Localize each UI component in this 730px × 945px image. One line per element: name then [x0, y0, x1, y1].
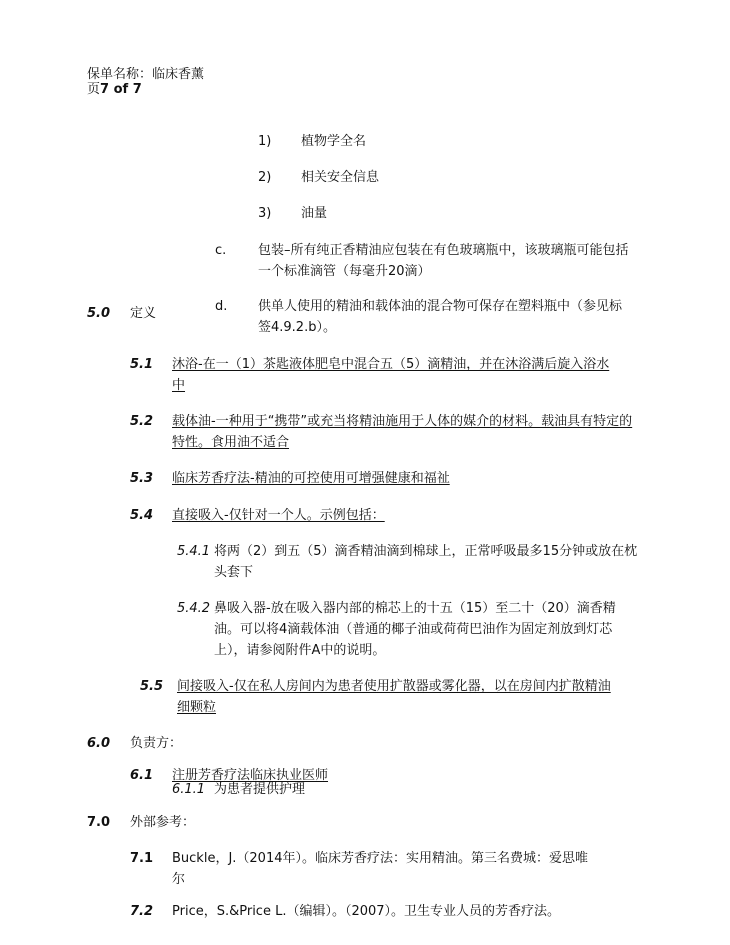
page-indicator: [87, 82, 142, 98]
section-5-title: 定义: [130, 306, 157, 321]
list-item-num: 1): [258, 134, 272, 149]
section-5-3-text: 临床芳香疗法-精油的可控使用可增强健康和福祉: [172, 471, 450, 486]
page-number: 7: [100, 82, 110, 97]
section-5-4-number: 5.4: [130, 508, 154, 523]
section-5-4-text: 直接吸入-仅针对一个人。示例包括：: [172, 508, 385, 523]
section-5-5-line2: 细颗粒: [177, 700, 217, 715]
section-5-4-2-line2: 油。可以将4滴载体油（普通的椰子油或荷荷巴油作为固定剂放到灯芯: [214, 622, 613, 637]
list-item-num: 2): [258, 170, 272, 185]
item-c-letter: c.: [215, 243, 227, 258]
item-d-line2: 签4.9.2.b）。: [258, 320, 336, 335]
policy-name: 保单名称：临床香薰: [87, 67, 205, 82]
section-5-5-line1: 间接吸入-仅在私人房间内为患者使用扩散器或雾化器，以在房间内扩散精油: [177, 679, 611, 694]
section-6-number: 6.0: [87, 736, 111, 751]
list-item-text: 油量: [301, 206, 328, 221]
list-item-num: 3): [258, 206, 272, 221]
section-5-5-number: 5.5: [140, 679, 164, 694]
section-7-number: 7.0: [87, 815, 111, 830]
section-5-4-2-line1: 鼻吸入器-放在吸入器内部的棉芯上的十五（15）至二十（20）滴香精: [214, 601, 616, 616]
page-total: 7: [132, 82, 142, 97]
section-5-4-2-line3: 上），请参阅附件A中的说明。: [214, 643, 386, 658]
section-5-2-line1: 载体油-一种用于“携带”或充当将精油施用于人体的媒介的材料。载油具有特定的: [172, 414, 633, 429]
section-5-2-line2: 特性。食用油不适合: [172, 435, 290, 450]
reference-7-2-number: 7.2: [130, 904, 154, 919]
section-6-1-text: 注册芳香疗法临床执业医师: [172, 768, 329, 783]
reference-7-1-number: 7.1: [130, 851, 154, 866]
section-5-4-1-number: 5.4.1: [177, 544, 211, 559]
page-of: of: [109, 82, 133, 97]
reference-7-2-text: Price，S.&Price L.（编辑）。（2007）。卫生专业人员的芳香疗法。: [172, 904, 561, 919]
section-5-3-number: 5.3: [130, 471, 154, 486]
item-c-line2: 一个标准滴管（每毫升20滴）: [258, 264, 431, 279]
list-item-text: 植物学全名: [301, 134, 367, 149]
page-prefix: 页: [87, 82, 101, 97]
section-6-title: 负责方：: [130, 736, 183, 751]
section-6-1-number: 6.1: [130, 768, 154, 783]
reference-7-1-line2: 尔: [172, 872, 186, 887]
item-d-line1: 供单人使用的精油和载体油的混合物可保存在塑料瓶中（参见标: [258, 299, 623, 314]
section-7-title: 外部参考：: [130, 815, 196, 830]
section-5-1-number: 5.1: [130, 357, 154, 372]
list-item-text: 相关安全信息: [301, 170, 380, 185]
section-5-4-1-line2: 头套下: [214, 565, 254, 580]
section-5-4-2-number: 5.4.2: [177, 601, 211, 616]
reference-7-1-line1: Buckle，J.（2014年）。临床芳香疗法：实用精油。第三名费城：爱思唯: [172, 851, 588, 866]
section-5-1-line1: 沐浴-在一（1）茶匙液体肥皂中混合五（5）滴精油，并在沐浴满后旋入浴水: [172, 357, 610, 372]
section-6-1-1-text: 为患者提供护理: [214, 782, 306, 797]
item-d-letter: d.: [215, 299, 228, 314]
section-5-1-line2: 中: [172, 378, 186, 393]
section-5-4-1-line1: 将两（2）到五（5）滴香精油滴到棉球上，正常呼吸最多15分钟或放在枕: [214, 544, 638, 559]
section-6-1-1-number: 6.1.1: [172, 782, 206, 797]
section-5-number: 5.0: [87, 306, 111, 321]
item-c-line1: 包装–所有纯正香精油应包装在有色玻璃瓶中，该玻璃瓶可能包括: [258, 243, 629, 258]
section-5-2-number: 5.2: [130, 414, 154, 429]
